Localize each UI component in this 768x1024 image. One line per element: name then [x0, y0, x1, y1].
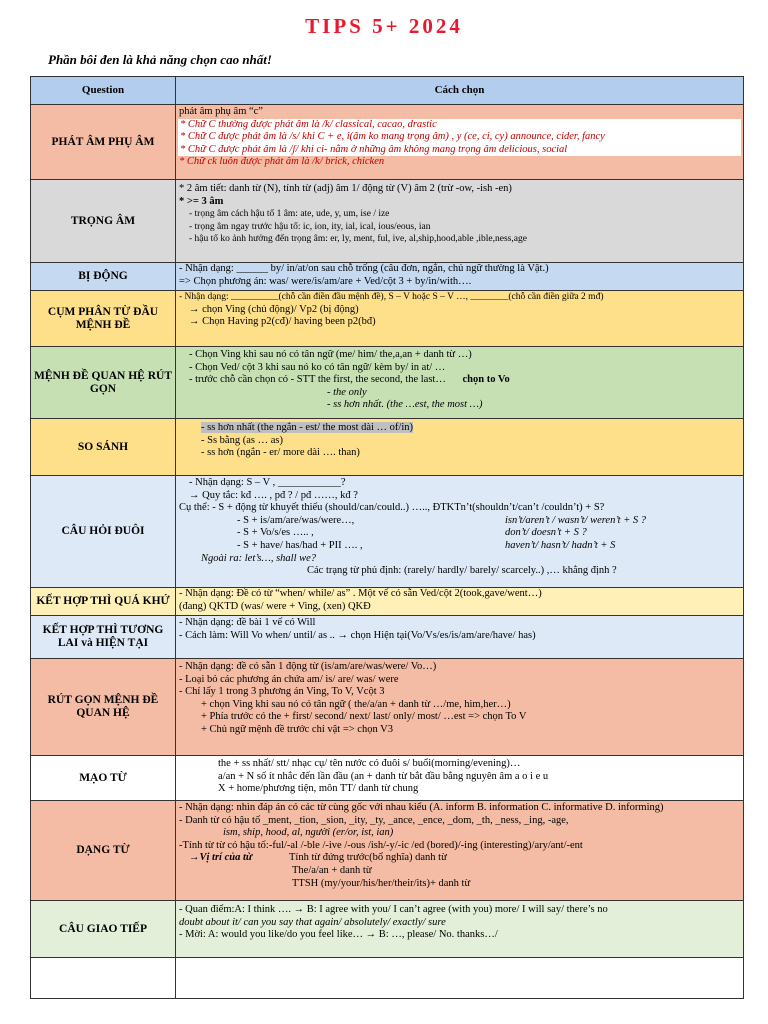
- row-content: [176, 419, 744, 476]
- content-line: - Loại bỏ các phương án chứa am/ is/ are/ was/ were: [179, 673, 399, 685]
- content-line: - trọng âm cách hậu tố 1 âm: ate, ude, y, um, ise / ize: [189, 209, 390, 220]
- page-title: TIPS 5+ 2024: [305, 14, 463, 38]
- row-content: [176, 291, 744, 347]
- row-question: MẠO TỪ: [31, 756, 176, 801]
- content-line: [179, 852, 740, 865]
- row-question: KẾT HỢP THÌ QUÁ KHỨ: [31, 588, 176, 616]
- content-line: (đang) QKTD (was/ were + Ving, (xen) QKĐ: [179, 600, 371, 612]
- row-question: SO SÁNH: [31, 419, 176, 476]
- content-text: - S + have/ has/had + PII …. ,: [237, 539, 363, 551]
- content-line: - Nhận dạng: ______ by/ in/at/on sau chỗ trống (câu đơn, ngắn, chủ ngữ thường là Vật.): [179, 263, 549, 274]
- table-row-empty: [31, 958, 744, 999]
- content-line: → Quy tắc: kđ …. , pđ ? / pđ ……, kđ ?: [189, 489, 358, 501]
- row-question: RÚT GỌN MỆNH ĐỀ QUAN HỆ: [31, 659, 176, 756]
- row-question: MỆNH ĐỀ QUAN HỆ RÚT GỌN: [31, 347, 176, 419]
- row-question: BỊ ĐỘNG: [31, 263, 176, 291]
- content-line: The/a/an + danh từ: [292, 864, 372, 876]
- content-text: - trước chỗ cần chọn có - STT the first, the second, the last…: [189, 374, 446, 386]
- content-line: * Chữ C thường được phát âm là /k/ classical, cacao, drastic: [178, 119, 741, 132]
- content-text: Tính từ đứng trước(bổ nghĩa) danh từ: [289, 852, 447, 864]
- content-line: - Mời: A: would you like/do you feel like… → B: …, please/ No. thanks…/: [179, 929, 498, 941]
- content-line: - ss hơn nhất. (the …est, the most …): [327, 399, 483, 411]
- content-line: - Quan điểm:A: I think …. → B: I agree with you/ I can’t agree (with you) more/ I will say/ there’s no: [179, 904, 608, 915]
- row-question: PHÁT ÂM PHỤ ÂM: [31, 105, 176, 180]
- table-row: [31, 756, 744, 801]
- content-line: X + home/phương tiện, môn TT/ danh từ chung: [218, 783, 419, 795]
- content-text: - ss hơn nhất (the ngắn - est/ the most dài … of/in): [201, 422, 414, 433]
- content-line: - trọng âm ngay trước hậu tố: ic, ion, ity, ial, ical, ious/eous, ian: [189, 221, 431, 232]
- table-row: [31, 476, 744, 588]
- row-content: [176, 801, 744, 901]
- content-text: haven’t/ hasn’t/ hadn’t + S: [505, 539, 616, 551]
- content-line: - Nhận dạng: S – V , ____________?: [189, 477, 346, 488]
- table-row: [31, 180, 744, 263]
- content-line: * Chữ ck luôn được phát âm là /k/ brick, chicken: [179, 156, 385, 168]
- row-content: [176, 347, 744, 419]
- content-line: * 2 âm tiết: danh từ (N), tính từ (adj) âm 1/ động từ (V) âm 2 (trừ -ow, -ish -en): [179, 183, 512, 194]
- table-row: [31, 263, 744, 291]
- content-line: - Nhận dạng: đề bài 1 vế có Will: [179, 617, 316, 628]
- row-question: CỤM PHÂN TỪ ĐẦU MỆNH ĐỀ: [31, 291, 176, 347]
- content-line: Các trạng từ phủ định: (rarely/ hardly/ barely/ scarcely..) ,… khẳng định ?: [307, 565, 617, 577]
- content-line: -Tính từ từ có hậu tố:-ful/-al /-ble /-ive /-ous /ish/-y/-ic /ed (bored)/-ing (interesting)/ary/ant/-ent: [179, 839, 583, 851]
- tips-table: [30, 76, 744, 999]
- content-line: * >= 3 âm: [179, 195, 224, 207]
- content-line: + Chủ ngữ mệnh đề trước chỉ vật => chọn V3: [201, 723, 393, 735]
- content-line: - Danh từ có hậu tố _ment, _tion, _sion, _ity, _ty, _ance, _ence, _dom, _th, _ness, _ing, -age,: [179, 814, 569, 826]
- content-line: the + ss nhất/ stt/ nhạc cụ/ tên nước có đuôi s/ buổi(morning/evening)…: [218, 758, 521, 769]
- content-line: ism, ship, hood, al, người (er/or, ist, ian): [223, 827, 394, 839]
- row-content: [176, 901, 744, 958]
- table-row: [31, 105, 744, 180]
- content-line: [179, 540, 740, 553]
- content-line: => Chọn phương án: was/ were/is/am/are + Ved/cột 3 + by/in/with….: [179, 275, 472, 287]
- row-content: [176, 476, 744, 588]
- content-line: - hậu tố ko ảnh hưởng đến trọng âm: er, ly, ment, ful, ive, al,ship,hood,able ,ible,ness,age: [189, 234, 527, 245]
- row-question: TRỌNG ÂM: [31, 180, 176, 263]
- content-line: phát âm phụ âm “c”: [179, 106, 263, 117]
- table-row: [31, 901, 744, 958]
- row-content: [176, 958, 744, 999]
- content-text: isn’t/aren’t / wasn’t/ weren’t + S ?: [505, 514, 647, 526]
- row-content: [176, 180, 744, 263]
- row-content: [176, 616, 744, 659]
- row-question: KẾT HỢP THÌ TƯƠNG LAI và HIỆN TẠI: [31, 616, 176, 659]
- content-text: - S + is/am/are/was/were…,: [237, 514, 355, 526]
- content-line: - Chỉ lấy 1 trong 3 phương án Ving, To V, Vcột 3: [179, 686, 385, 698]
- content-line: - Nhận dạng: đề có sẵn 1 động từ (is/am/are/was/were/ Vo…): [179, 661, 437, 672]
- content-line: → chọn Ving (chủ động)/ Vp2 (bị động): [189, 303, 359, 315]
- table-row: [31, 419, 744, 476]
- table-row: [31, 801, 744, 901]
- table-header: [31, 77, 744, 105]
- content-line: → Chọn Having p2(cđ)/ having been p2(bđ): [189, 316, 376, 328]
- content-line: Ngoài ra: let’s…, shall we?: [201, 552, 317, 564]
- content-line: - Chọn Ved/ cột 3 khi sau nó ko có tân ngữ/ kèm by/ in at/ …: [189, 361, 446, 373]
- row-question: [31, 958, 176, 999]
- row-question: CÂU HỎI ĐUÔI: [31, 476, 176, 588]
- table-row: [31, 347, 744, 419]
- table-row: [31, 588, 744, 616]
- row-content: [176, 659, 744, 756]
- table-row: [31, 291, 744, 347]
- content-line: * Chữ C được phát âm là /s/ khi C + e, i(âm ko mang trọng âm) , y (ce, ci, cy) announce, cider, fancy: [178, 131, 741, 144]
- content-line: - Chọn Ving khi sau nó có tân ngữ (me/ him/ the,a,an + danh từ …): [189, 349, 472, 360]
- content-line: - Cách làm: Will Vo when/ until/ as .. → chọn Hiện tại(Vo/Vs/es/is/am/are/have/ has): [179, 629, 536, 641]
- content-text: chọn to Vo: [462, 374, 510, 386]
- content-text: →Vị trí của từ: [189, 852, 253, 864]
- content-line: [179, 527, 740, 540]
- content-line: - Ss bằng (as … as): [201, 434, 283, 446]
- content-line: doubt about it/ can you say that again/ absolutely/ exactly/ sure: [179, 916, 446, 928]
- content-text: don’t/ doesn’t + S ?: [505, 527, 587, 539]
- content-line: + Phía trước có the + first/ second/ next/ last/ only/ most/ …est => chọn To V: [201, 711, 527, 723]
- row-content: [176, 588, 744, 616]
- content-line: [179, 422, 740, 435]
- content-line: TTSH (my/your/his/her/their/its)+ danh từ: [292, 877, 471, 889]
- row-question: CÂU GIAO TIẾP: [31, 901, 176, 958]
- content-line: [179, 374, 740, 387]
- row-content: [176, 105, 744, 180]
- content-line: Cụ thể: - S + động từ khuyết thiếu (should/can/could..) ….., ĐTKTn’t(shouldn’t/can’t /couldn’t) + S?: [179, 502, 605, 514]
- row-content: [176, 263, 744, 291]
- content-line: * Chữ C được phát âm là /ʃ/ khi ci- nằm ở những âm không mang trọng âm delicious, social: [178, 144, 741, 157]
- content-line: a/an + N số ít nhắc đến lần đầu (an + danh từ bắt đầu bằng nguyên âm a o i e u: [218, 770, 549, 782]
- content-line: - Nhận dạng: __________(chỗ cần điền đầu mệnh đề), S – V hoặc S – V …, ________(chỗ cần điền giữa 2 mđ): [179, 292, 604, 302]
- header-method: Cách chọn: [176, 77, 744, 105]
- content-text: - S + Vo/s/es ….. ,: [237, 527, 314, 539]
- content-line: - Nhận dạng: nhìn đáp án có các từ cùng gốc với nhau kiểu (A. inform B. information C. informative D. informing): [179, 802, 664, 813]
- table-row: [31, 659, 744, 756]
- header-question: Question: [31, 77, 176, 105]
- content-line: [179, 515, 740, 528]
- content-line: - ss hơn (ngắn - er/ more dài …. than): [201, 447, 360, 459]
- content-line: - Nhận dạng: Đề có từ “when/ while/ as” . Một vế có sẵn Ved/cột 2(took,gave/went…): [179, 588, 542, 599]
- row-content: [176, 756, 744, 801]
- row-question: DẠNG TỪ: [31, 801, 176, 901]
- content-line: - the only: [327, 386, 367, 398]
- content-line: + chọn Ving khi sau nó có tân ngữ ( the/a/an + danh từ …/me, him,her…): [201, 698, 511, 710]
- page-subtitle: Phần bôi đen là khả năng chọn cao nhất!: [48, 52, 272, 67]
- table-row: [31, 616, 744, 659]
